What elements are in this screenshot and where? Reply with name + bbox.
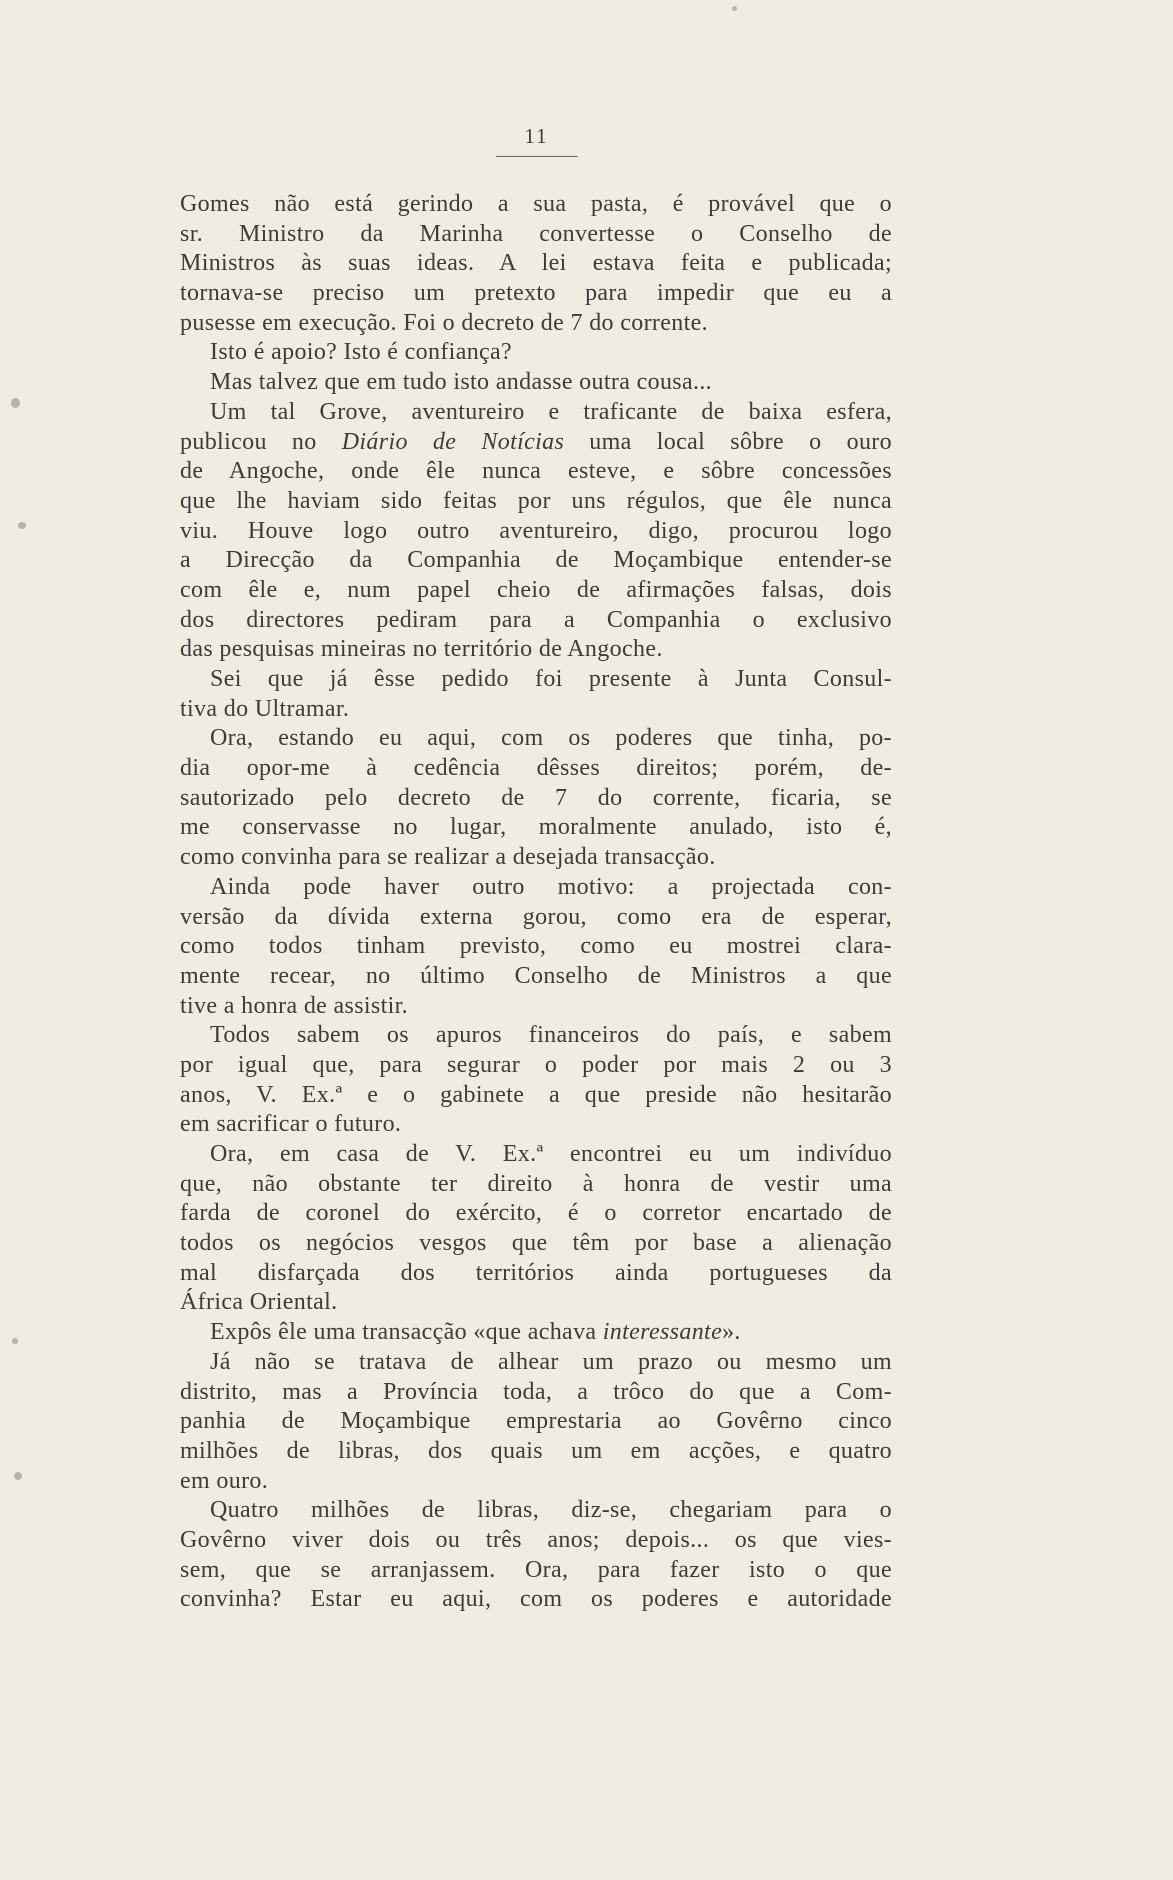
text-line: milhões de libras, dos quais um em acções, e quatro: [180, 1437, 892, 1464]
header-rule: [496, 156, 578, 157]
text-line: mal disfarçada dos territórios ainda portugueses da: [180, 1259, 892, 1286]
text-line: mente recear, no último Conselho de Ministros a que: [180, 962, 892, 989]
text-line: Gomes não está gerindo a sua pasta, é provável que o: [180, 191, 892, 217]
text-line: África Oriental.: [180, 1289, 338, 1316]
text-line: Mas talvez que em tudo isto andasse outra cousa...: [210, 369, 713, 396]
text-line: convinha? Estar eu aqui, com os poderes e autoridade: [180, 1586, 892, 1613]
text-line: a Direcção da Companhia de Moçambique entender-se: [180, 547, 892, 574]
foxing-spot: [18, 522, 26, 529]
text-line: sr. Ministro da Marinha convertesse o Conselho de: [180, 220, 892, 247]
foxing-spot: [12, 1338, 18, 1344]
text-line: publicou no Diário de Notícias uma local sôbre o ouro: [180, 428, 892, 455]
text-line: tornava-se preciso um pretexto para impedir que eu a: [180, 280, 892, 307]
text-line: Todos sabem os apuros financeiros do país, e sabem: [210, 1022, 892, 1049]
text-line: Sei que já êsse pedido foi presente à Junta Consul-: [210, 666, 892, 692]
text-line: sautorizado pelo decreto de 7 do corrente, ficaria, se: [180, 784, 892, 811]
text-line: Já não se tratava de alhear um prazo ou mesmo um: [210, 1348, 892, 1375]
page-number: 11: [524, 124, 549, 148]
text-line: me conservasse no lugar, moralmente anulado, isto é,: [180, 814, 892, 841]
text-line: farda de coronel do exército, é o corretor encartado de: [180, 1200, 892, 1227]
text-line: Ainda pode haver outro motivo: a projectada con-: [210, 873, 892, 900]
text-line: versão da dívida externa gorou, como era de esperar,: [180, 903, 892, 930]
text-line: Quatro milhões de libras, diz-se, chegariam para o: [210, 1497, 892, 1524]
text-line: viu. Houve logo outro aventureiro, digo, procurou logo: [180, 517, 892, 544]
text-line: Ministros às suas ideas. A lei estava feita e publicada;: [180, 250, 892, 277]
text-line: de Angoche, onde êle nunca esteve, e sôbre concessões: [180, 458, 892, 485]
text-line: dos directores pediram para a Companhia o exclusivo: [180, 606, 892, 633]
italic-phrase: Diário de Notícias: [341, 428, 565, 455]
text-line: em sacrificar o futuro.: [180, 1111, 402, 1138]
text-line: Ora, estando eu aqui, com os poderes que tinha, po-: [210, 725, 892, 752]
italic-phrase: interessante: [602, 1319, 723, 1346]
text-line: pusesse em execução. Foi o decreto de 7 do corrente.: [180, 309, 709, 336]
text-line: tiva do Ultramar.: [180, 695, 350, 722]
text-line: anos, V. Ex.ª e o gabinete a que preside não hesitarão: [180, 1081, 892, 1108]
text-line: por igual que, para segurar o poder por mais 2 ou 3: [180, 1051, 892, 1078]
text-line: todos os negócios vesgos que têm por base a alienação: [180, 1230, 892, 1257]
text-line: panhia de Moçambique emprestaria ao Govêrno cinco: [180, 1408, 892, 1435]
text-line: em ouro.: [180, 1467, 269, 1494]
body-text: [180, 190, 892, 1615]
text-line: como convinha para se realizar a desejada transacção.: [180, 844, 716, 871]
text-line: sem, que se arranjassem. Ora, para fazer isto o que: [180, 1556, 892, 1583]
text-line: Ora, em casa de V. Ex.ª encontrei eu um indivíduo: [210, 1141, 892, 1167]
text-line: que lhe haviam sido feitas por uns régulos, que êle nunca: [180, 487, 892, 514]
text-line: distrito, mas a Província toda, a trôco do que a Com-: [180, 1378, 892, 1405]
text-line: das pesquisas mineiras no território de Angoche.: [180, 636, 663, 663]
text-line: como todos tinham previsto, como eu mostrei clara-: [180, 933, 892, 960]
text-line: com êle e, num papel cheio de afirmações falsas, dois: [180, 576, 892, 603]
foxing-spot: [11, 398, 20, 408]
text-line: que, não obstante ter direito à honra de vestir uma: [180, 1170, 892, 1197]
text-line: Isto é apoio? Isto é confiança?: [210, 339, 513, 366]
text-line: dia opor-me à cedência dêsses direitos; porém, de-: [180, 755, 892, 782]
text-line: tive a honra de assistir.: [180, 992, 409, 1019]
text-line: Govêrno viver dois ou três anos; depois... os que vies-: [180, 1526, 892, 1553]
foxing-spot: [732, 6, 737, 11]
foxing-spot: [14, 1472, 22, 1480]
text-line: Um tal Grove, aventureiro e traficante de baixa esfera,: [210, 398, 892, 425]
text-line: Expôs êle uma transacção «que achava interessante».: [210, 1319, 741, 1346]
